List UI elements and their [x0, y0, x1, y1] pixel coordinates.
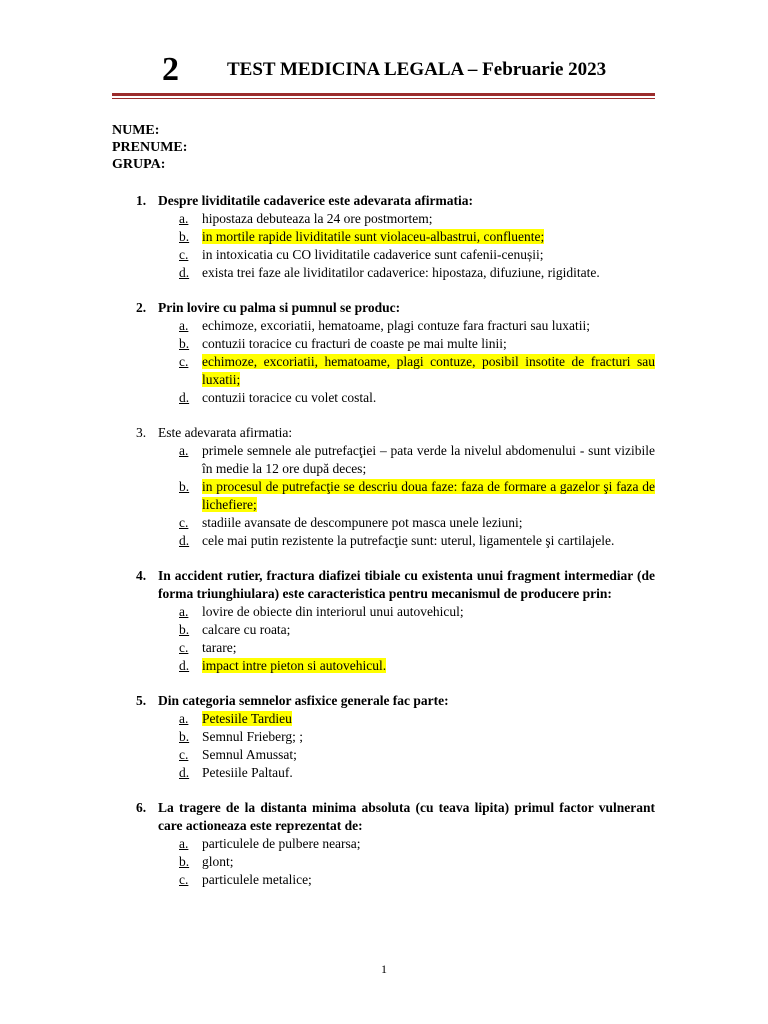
question-number: 5. — [136, 693, 147, 708]
option-text — [202, 853, 655, 871]
question-number-cell — [112, 799, 158, 835]
answer-option — [179, 639, 655, 657]
student-fields — [112, 122, 187, 173]
question-item — [112, 424, 655, 550]
question-text: Prin lovire cu palma si pumnul se produc: — [158, 300, 401, 315]
option-text — [202, 639, 655, 657]
option-text-content: echimoze, excoriatii, hematoame, plagi contuze fara fracturi sau luxatii; — [202, 318, 590, 333]
question-header — [112, 692, 655, 710]
answer-option — [179, 728, 655, 746]
option-letter: b. — [179, 729, 190, 744]
question-number: 4. — [136, 568, 147, 583]
option-letter: d. — [179, 533, 190, 548]
option-letter: b. — [179, 229, 190, 244]
question-text: La tragere de la distanta minima absoluta (cu teava lipita) primul factor vulnerant care actioneaza este reprezentat de: — [158, 800, 655, 833]
option-letter: b. — [179, 479, 190, 494]
option-text — [202, 764, 655, 782]
option-text — [202, 442, 655, 478]
answer-option — [179, 264, 655, 282]
answer-option — [179, 246, 655, 264]
option-text — [202, 710, 655, 728]
option-text — [202, 621, 655, 639]
option-text — [202, 871, 655, 889]
question-number-cell — [112, 424, 158, 442]
option-text-highlighted: impact intre pieton si autovehicul. — [202, 658, 387, 673]
answer-option — [179, 478, 655, 514]
question-number-cell — [112, 567, 158, 603]
question-item — [112, 299, 655, 407]
option-text-content: particulele metalice; — [202, 872, 312, 887]
question-header — [112, 424, 655, 442]
question-header — [112, 567, 655, 603]
answer-option — [179, 514, 655, 532]
answer-option — [179, 442, 655, 478]
option-letter: d. — [179, 390, 190, 405]
question-text: Este adevarata afirmatia: — [158, 425, 293, 440]
question-list — [112, 192, 655, 906]
option-text — [202, 835, 655, 853]
question-item — [112, 567, 655, 675]
option-text-highlighted: in procesul de putrefacţie se descriu doua faze: faza de formare a gazelor şi faza de lichefiere; — [202, 479, 655, 512]
answer-option — [179, 621, 655, 639]
option-text — [202, 264, 655, 282]
answer-option — [179, 835, 655, 853]
answer-option — [179, 710, 655, 728]
question-text: Din categoria semnelor asfixice generale fac parte: — [158, 693, 449, 708]
answer-option — [179, 335, 655, 353]
option-text-content: primele semnele ale putrefacţiei – pata verde la nivelul abdomenului - sunt vizibile în medie la 12 ore după deces; — [202, 443, 655, 476]
answer-option — [179, 603, 655, 621]
option-text — [202, 603, 655, 621]
answer-option — [179, 871, 655, 889]
option-letter: a. — [179, 711, 189, 726]
question-header — [112, 299, 655, 317]
option-letter: a. — [179, 604, 189, 619]
answer-option — [179, 317, 655, 335]
option-text-content: tarare; — [202, 640, 237, 655]
option-letter: c. — [179, 747, 189, 762]
option-text — [202, 728, 655, 746]
answer-option — [179, 657, 655, 675]
option-text-content: lovire de obiecte din interiorul unui autovehicul; — [202, 604, 464, 619]
option-text — [202, 532, 655, 550]
answer-option — [179, 532, 655, 550]
option-letter: b. — [179, 854, 190, 869]
question-number-cell — [112, 299, 158, 317]
option-letter: a. — [179, 836, 189, 851]
question-item — [112, 799, 655, 889]
surname-field-label: PRENUME: — [112, 140, 188, 155]
option-text-content: Petesiile Paltauf. — [202, 765, 293, 780]
option-text — [202, 478, 655, 514]
option-letter: c. — [179, 640, 189, 655]
question-text: In accident rutier, fractura diafizei tibiale cu existenta unui fragment intermediar (de forma triunghiulara) este caracteristica pentru mecanismul de producere prin: — [158, 568, 655, 601]
option-text-highlighted: in mortile rapide lividitatile sunt violaceu-albastrui, confluente; — [202, 229, 545, 244]
question-number: 6. — [136, 800, 147, 815]
document-header — [112, 50, 655, 90]
page-title: TEST MEDICINA LEGALA – Februarie 2023 — [227, 59, 607, 80]
option-text-content: glont; — [202, 854, 234, 869]
option-letter: c. — [179, 515, 189, 530]
header-rule-thin — [112, 98, 655, 99]
option-text-highlighted: Petesiile Tardieu — [202, 711, 292, 726]
answer-option — [179, 853, 655, 871]
option-letter: d. — [179, 765, 190, 780]
question-item — [112, 692, 655, 782]
option-text-content: Semnul Frieberg; ; — [202, 729, 303, 744]
option-text — [202, 389, 655, 407]
option-text-content: contuzii toracice cu fracturi de coaste pe mai multe linii; — [202, 336, 507, 351]
option-text — [202, 514, 655, 532]
answer-option — [179, 353, 655, 389]
option-text-content: contuzii toracice cu volet costal. — [202, 390, 377, 405]
option-letter: d. — [179, 658, 190, 673]
option-text — [202, 657, 655, 675]
option-text — [202, 335, 655, 353]
answer-option — [179, 764, 655, 782]
option-text — [202, 317, 655, 335]
question-item — [112, 192, 655, 282]
option-letter: b. — [179, 622, 190, 637]
option-text — [202, 228, 655, 246]
question-number-cell — [112, 692, 158, 710]
question-number-cell — [112, 192, 158, 210]
option-text-content: in intoxicatia cu CO lividitatile cadaverice sunt cafenii-cenușii; — [202, 247, 544, 262]
question-header — [112, 799, 655, 835]
option-text-content: particulele de pulbere nearsa; — [202, 836, 361, 851]
option-text-content: cele mai putin rezistente la putrefacţie sunt: uterul, ligamentele şi cartilajele. — [202, 533, 615, 548]
question-number: 1. — [136, 193, 147, 208]
answer-option — [179, 389, 655, 407]
test-variant-number: 2 — [162, 51, 179, 88]
page-number: 1 — [381, 962, 387, 976]
option-text — [202, 353, 655, 389]
option-text-content: calcare cu roata; — [202, 622, 291, 637]
option-text-content: exista trei faze ale lividitatilor cadaverice: hipostaza, difuziune, rigiditate. — [202, 265, 600, 280]
answer-option — [179, 228, 655, 246]
option-text — [202, 746, 655, 764]
option-letter: a. — [179, 443, 189, 458]
group-field-label: GRUPA: — [112, 157, 166, 172]
option-letter: d. — [179, 265, 190, 280]
option-text-content: Semnul Amussat; — [202, 747, 297, 762]
name-field-label: NUME: — [112, 123, 160, 138]
option-letter: b. — [179, 336, 190, 351]
option-letter: c. — [179, 872, 189, 887]
option-letter: c. — [179, 247, 189, 262]
question-header — [112, 192, 655, 210]
question-number: 3. — [136, 425, 147, 440]
option-text-content: stadiile avansate de descompunere pot masca unele leziuni; — [202, 515, 523, 530]
option-text — [202, 246, 655, 264]
option-text — [202, 210, 655, 228]
question-text: Despre lividitatile cadaverice este adevarata afirmatia: — [158, 193, 474, 208]
header-rule-thick — [112, 93, 655, 96]
question-number: 2. — [136, 300, 147, 315]
option-text-content: hipostaza debuteaza la 24 ore postmortem; — [202, 211, 433, 226]
option-text-highlighted: echimoze, excoriatii, hematoame, plagi contuze, posibil insotite de fracturi sau luxatii; — [202, 354, 655, 387]
answer-option — [179, 210, 655, 228]
option-letter: a. — [179, 211, 189, 226]
option-letter: c. — [179, 354, 189, 369]
answer-option — [179, 746, 655, 764]
option-letter: a. — [179, 318, 189, 333]
